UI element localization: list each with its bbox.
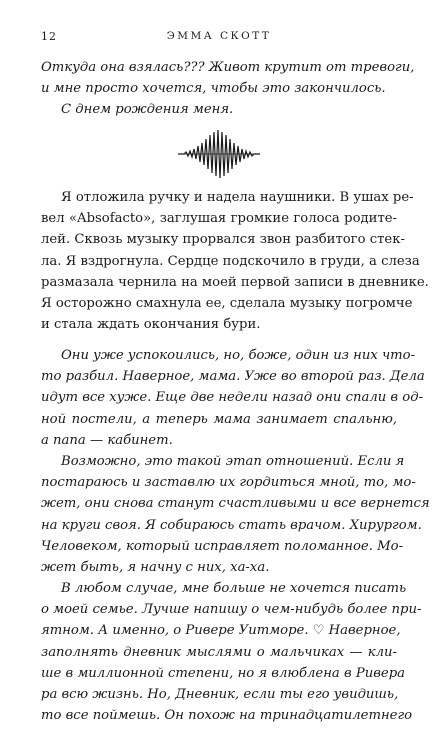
- text-line: ра всю жизнь. Но, Дневник, если ты его увидишь,: [41, 687, 399, 702]
- text-line: Я осторожно смахнула ее, сделала музыку погромче: [41, 295, 413, 311]
- text-line: на круги своя. Я собираюсь стать врачом. Хирургом.: [41, 517, 422, 533]
- text-line: Они уже успокоились, но, боже, один из них что-: [61, 348, 416, 363]
- text-span: Наверное,: [328, 623, 401, 639]
- text-line: о моей семье. Лучше напишу о чем-нибудь более при-: [41, 602, 422, 618]
- text-line: [41, 620, 401, 641]
- text-line: жет, они снова станут счастливыми и все вернется: [41, 496, 430, 512]
- text-line: Возможно, это такой этап отношений. Если я: [61, 453, 405, 469]
- page-header: [41, 30, 397, 46]
- text-line: а папа — кабинет.: [41, 432, 173, 448]
- text-line: постараюсь и заставлю их гордиться мной, то, мо-: [41, 475, 416, 491]
- soundwave-ornament-icon: [178, 129, 260, 179]
- text-line: ла. Я вздрогнула. Сердце подскочило в груди, а слеза: [41, 253, 420, 269]
- text-line: заполнять дневник мыслями о мальчиках — кли-: [41, 644, 397, 660]
- running-head: ЭММА СКОТТ: [166, 30, 272, 42]
- text-line: лей. Сквозь музыку прорвался звон разбитого стек-: [41, 232, 405, 248]
- text-line: ше в миллионной степени, но я влюблена в Ривера: [41, 665, 405, 681]
- text-line: Я отложила ручку и надела наушники. В ушах ре-: [61, 190, 414, 205]
- text-line: то все поймешь. Он похож на тринадцатилетнего: [41, 708, 413, 724]
- text-line: то разбил. Наверное, мама. Уже во второй раз. Дела: [41, 369, 425, 385]
- text-line: размазала чернила на моей первой записи в дневнике.: [41, 274, 429, 290]
- text-line: и стала ждать окончания бури.: [41, 317, 261, 333]
- text-line: Человеком, который исправляет поломанное. Мо-: [41, 538, 404, 554]
- page-number: 12: [41, 30, 57, 43]
- intro-diary-text: [41, 57, 415, 121]
- text-line: С днем рождения меня.: [61, 102, 234, 118]
- text-line: идут все хуже. Еще две недели назад они спали в од-: [41, 390, 424, 406]
- heart-outline-icon: ♡: [312, 623, 325, 639]
- text-span: ятном. А именно, о Ривере Уитморе.: [41, 623, 309, 639]
- text-line: Откуда она взялась??? Живот крутит от тревоги,: [41, 60, 415, 75]
- narrative-paragraph: [41, 187, 429, 335]
- text-line: жет быть, я начну с них, ха-ха.: [41, 559, 270, 575]
- text-line: и мне просто хочется, чтобы это закончилось.: [41, 81, 386, 97]
- diary-entry: [41, 345, 430, 726]
- text-line: ной постели, а теперь мама занимает спальню,: [41, 411, 397, 427]
- text-line: В любом случае, мне больше не хочется писать: [61, 581, 407, 597]
- text-line: вел «Absofacto», заглушая громкие голоса родите-: [41, 211, 397, 227]
